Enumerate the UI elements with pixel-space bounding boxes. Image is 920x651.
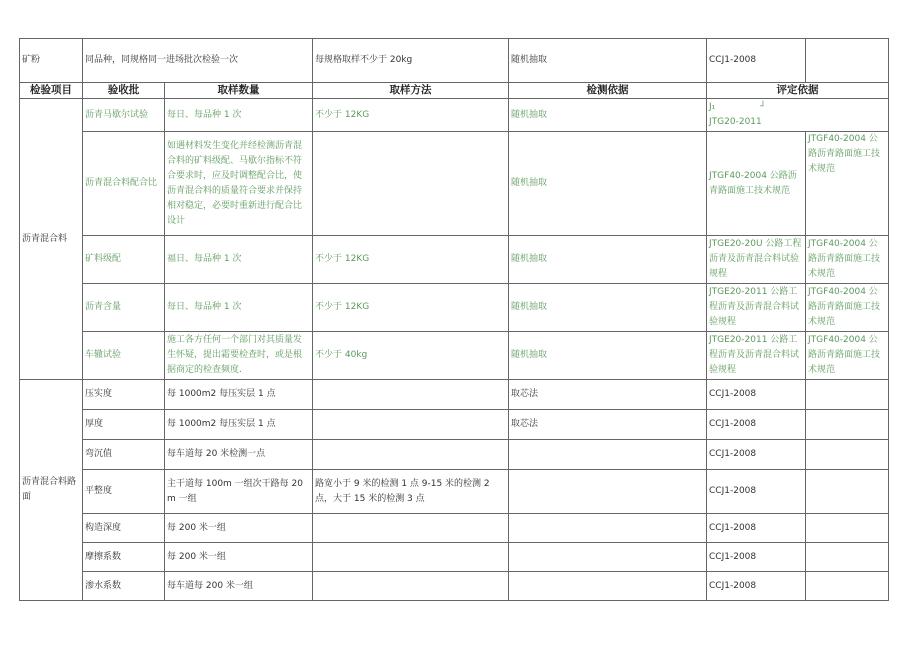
eval-cell bbox=[806, 572, 889, 601]
item-name: 渗水系数 bbox=[83, 572, 165, 601]
method-cell: 随机抽取 bbox=[509, 332, 707, 380]
batch-cell: 每 200 米一组 bbox=[165, 543, 313, 572]
eval-cell: JTGF40-2004 公路沥青路面施工技术规范 bbox=[806, 284, 889, 332]
batch-cell: 福日、每品种 1 次 bbox=[165, 236, 313, 284]
table-row bbox=[20, 543, 889, 572]
quantity-cell: 不少于 40kg bbox=[313, 332, 509, 380]
item-name: 构造深度 bbox=[83, 514, 165, 543]
header-quantity: 取样数量 bbox=[165, 83, 313, 99]
table-row bbox=[20, 514, 889, 543]
method-cell: 取芯法 bbox=[509, 410, 707, 440]
eval-cell bbox=[806, 543, 889, 572]
quantity-cell bbox=[313, 410, 509, 440]
group-asphalt-mix: 沥青混合料 bbox=[20, 99, 83, 380]
method-cell: 随机抽取 bbox=[509, 236, 707, 284]
method-cell bbox=[509, 543, 707, 572]
basis-cell: CCJ1-2008 bbox=[707, 543, 806, 572]
quantity-cell: 不少于 12KG bbox=[313, 236, 509, 284]
item-name: 沥青混合料配合比 bbox=[83, 132, 165, 236]
basis-cell: JTGE20-2011 公路工程沥青及沥青混合料试验规程 bbox=[707, 332, 806, 380]
batch-cell: 主干道每 100m 一组次干路每 20m 一组 bbox=[165, 470, 313, 514]
eval-cell bbox=[806, 470, 889, 514]
batch-cell: 每车道每 20 米检测一点 bbox=[165, 440, 313, 470]
table-row bbox=[20, 440, 889, 470]
item-name: 压实度 bbox=[83, 380, 165, 410]
item-name: 矿料级配 bbox=[83, 236, 165, 284]
quantity-cell: 每规格取样不少于 20kg bbox=[313, 39, 509, 83]
table-row bbox=[20, 236, 889, 284]
basis-cell: CCJ1-2008 bbox=[707, 410, 806, 440]
basis-cell: CCJ1-2008 bbox=[707, 39, 806, 83]
header-method: 取样方法 bbox=[313, 83, 509, 99]
mineral-powder-row bbox=[20, 39, 889, 83]
item-name: 厚度 bbox=[83, 410, 165, 440]
basis-cell: CCJ1-2008 bbox=[707, 470, 806, 514]
item-name: 沥青含量 bbox=[83, 284, 165, 332]
item-name: 弯沉值 bbox=[83, 440, 165, 470]
method-cell bbox=[509, 514, 707, 543]
batch-cell: 每 200 米一组 bbox=[165, 514, 313, 543]
header-row bbox=[20, 83, 889, 99]
method-cell: 随机抽取 bbox=[509, 284, 707, 332]
quantity-cell bbox=[313, 543, 509, 572]
batch-cell: 每日、每品种 1 次 bbox=[165, 284, 313, 332]
basis-cell: CCJ1-2008 bbox=[707, 440, 806, 470]
batch-cell: 每车道每 200 米一组 bbox=[165, 572, 313, 601]
basis-cell: JTGF40-2004 公路沥青路面施工技术规范 bbox=[707, 132, 806, 236]
quantity-cell: 路宽小于 9 米的检测 1 点 9-15 米的检测 2 点，大于 15 米的检测 3 点 bbox=[313, 470, 509, 514]
table-row bbox=[20, 410, 889, 440]
method-cell: 随机抽取 bbox=[509, 39, 707, 83]
method-cell: 随机抽取 bbox=[509, 99, 707, 132]
basis-cell: JTGE20-2011 公路工程沥青及沥青混合料试验规程 bbox=[707, 284, 806, 332]
table-row bbox=[20, 284, 889, 332]
quantity-cell bbox=[313, 440, 509, 470]
batch-cell: 施工各方任何一个部门对其质量发生怀疑，提出霜要检查时，或是根据商定的检查频度. bbox=[165, 332, 313, 380]
table-row bbox=[20, 99, 889, 132]
basis-cell: JTGE20-20U 公路工程沥青及沥青混合料试验规程 bbox=[707, 236, 806, 284]
eval-cell: JTGF40-2004 公路沥青路面施工技术规范 bbox=[806, 332, 889, 380]
batch-cell: 同品种，同规格同一进场批次检验一次 bbox=[83, 39, 313, 83]
batch-cell: 每 1000m2 每压实层 1 点 bbox=[165, 380, 313, 410]
quantity-cell: 不少于 12KG bbox=[313, 284, 509, 332]
header-batch: 验收批 bbox=[83, 83, 165, 99]
method-cell bbox=[509, 572, 707, 601]
batch-cell: 如遇材料发生变化并经检测沥青混合料的矿料级配、马歇尔指标不符合要求时，应及时调整配合比，使沥青混合料的质量符合要求并保持相对稳定，必要时重新进行配合比设计 bbox=[165, 132, 313, 236]
batch-cell: 每日、每品种 1 次 bbox=[165, 99, 313, 132]
eval-cell bbox=[806, 440, 889, 470]
group-asphalt-pavement: 沥青混合料路面 bbox=[20, 380, 83, 601]
table-row bbox=[20, 132, 889, 236]
method-cell bbox=[509, 470, 707, 514]
basis-cell: J₁ ┘ JTG20-2011 bbox=[707, 99, 889, 132]
eval-cell: JTGF40-2004 公路沥青路面施工技术规范 bbox=[806, 132, 889, 236]
material-cell: 矿粉 bbox=[20, 39, 83, 83]
eval-cell bbox=[806, 380, 889, 410]
eval-cell bbox=[806, 410, 889, 440]
item-name: 摩擦系数 bbox=[83, 543, 165, 572]
quantity-cell bbox=[313, 380, 509, 410]
eval-cell: JTGF40-2004 公路沥青路面施工技术规范 bbox=[806, 236, 889, 284]
table-row bbox=[20, 470, 889, 514]
item-name: 平整度 bbox=[83, 470, 165, 514]
item-name: 沥青马歇尔试验 bbox=[83, 99, 165, 132]
batch-cell: 每 1000m2 每压实层 1 点 bbox=[165, 410, 313, 440]
method-cell: 取芯法 bbox=[509, 380, 707, 410]
quantity-cell bbox=[313, 514, 509, 543]
header-test-basis: 检测依据 bbox=[509, 83, 707, 99]
table-row bbox=[20, 572, 889, 601]
basis-cell: CCJ1-2008 bbox=[707, 380, 806, 410]
quantity-cell bbox=[313, 572, 509, 601]
quantity-cell: 不少于 12KG bbox=[313, 99, 509, 132]
header-item: 检验项目 bbox=[20, 83, 83, 99]
quantity-cell bbox=[313, 132, 509, 236]
table-row bbox=[20, 332, 889, 380]
basis-cell: CCJ1-2008 bbox=[707, 572, 806, 601]
method-cell: 随机抽取 bbox=[509, 132, 707, 236]
empty-cell bbox=[806, 39, 889, 83]
item-name: 车辙试验 bbox=[83, 332, 165, 380]
eval-cell bbox=[806, 514, 889, 543]
method-cell bbox=[509, 440, 707, 470]
inspection-table bbox=[19, 38, 889, 601]
table-row bbox=[20, 380, 889, 410]
basis-cell: CCJ1-2008 bbox=[707, 514, 806, 543]
header-eval-basis: 评定依据 bbox=[707, 83, 889, 99]
